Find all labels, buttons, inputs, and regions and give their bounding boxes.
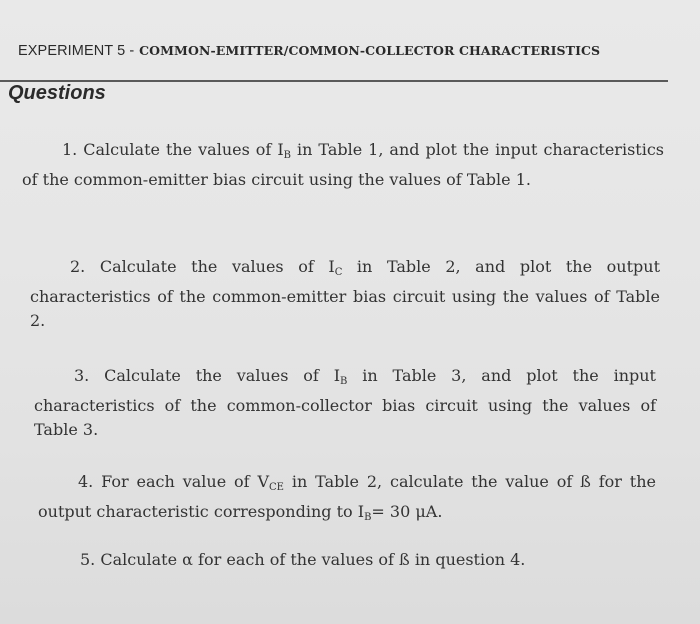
subscript: B bbox=[283, 150, 292, 161]
question-1 bbox=[22, 138, 664, 192]
question-number: 4. bbox=[78, 472, 94, 491]
question-number: 1. bbox=[62, 140, 78, 159]
question-text: Calculate the values of I bbox=[83, 140, 284, 159]
question-text: in Table 2, and plot the output characteristics of the common-emitter bias circuit using the values of Table 2. bbox=[30, 257, 660, 330]
question-4 bbox=[38, 470, 656, 530]
question-text: Calculate α for each of the values of ß in question 4. bbox=[100, 550, 526, 569]
question-text: Calculate the values of I bbox=[99, 257, 335, 276]
subscript: CE bbox=[269, 482, 284, 493]
question-text: Calculate the values of I bbox=[104, 366, 341, 385]
question-number: 5. bbox=[80, 550, 96, 569]
question-2 bbox=[30, 255, 660, 333]
question-text: in Table 2, calculate the value of ß for the output characteristic corresponding to I bbox=[38, 472, 657, 521]
question-text: in Table 1, and plot the input characteristics of the common-emitter bias circuit using the values of Table 1. bbox=[22, 140, 664, 189]
subscript: C bbox=[334, 267, 343, 278]
question-text: For each value of V bbox=[101, 472, 270, 491]
experiment-label: EXPERIMENT 5 - bbox=[18, 43, 135, 59]
question-text: in Table 3, and plot the input characteristics of the common-collector bias circuit using the values of Table 3. bbox=[34, 366, 656, 439]
question-number: 3. bbox=[74, 366, 90, 385]
subscript: B bbox=[364, 512, 372, 523]
question-text: = 30 μA. bbox=[371, 502, 443, 521]
question-number: 2. bbox=[70, 257, 86, 276]
experiment-subtitle: COMMON-EMITTER/COMMON-COLLECTOR CHARACTERISTICS bbox=[139, 43, 601, 58]
experiment-header bbox=[18, 43, 678, 59]
question-5 bbox=[40, 548, 658, 572]
subscript: B bbox=[340, 376, 348, 387]
question-3 bbox=[34, 364, 656, 442]
section-title: Questions bbox=[8, 82, 106, 104]
